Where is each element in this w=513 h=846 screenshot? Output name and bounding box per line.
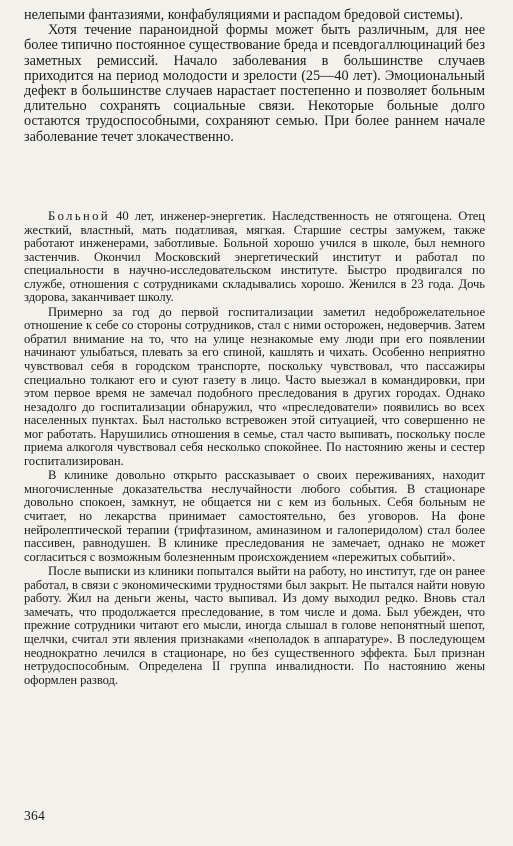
- page-number: 364: [24, 808, 46, 823]
- case-paragraph-4: После выписки из клиники попытался выйти на работу, но институт, где он ранее работал, в связи с экономическими трудностями был закрыт. Не пытался найти новую работу. Жил на деньги жены, часто выпивал. Из дому выходил редко. Вновь стал замечать, что продолжается преследование, в том числе и дома. Был убежден, что прежние сотрудники читают его мысли, иногда слышал в голове непонятный шепот, щелчки, считал эти явления признаками «неполадок в аппаратуре». В последующем неоднократно лечился в стационаре, но без существенного эффекта. Был признан нетрудоспособным. Определена II группа инвалидности. По настоянию жены оформлен развод.: [24, 564, 485, 687]
- case-description: [24, 210, 485, 687]
- paragraph-continuation: нелепыми фантазиями, конфабуляциями и распадом бредовой системы).: [24, 7, 464, 23]
- paragraph-course: Хотя течение параноидной формы может быть различным, для нее более типично постоянное существование бреда и псевдогаллюцинаций без заметных ремиссий. Начало заболевания в большинстве случаев приходится на период молодости и зрелости (25—40 лет). Эмоциональный дефект в большинстве случаев нарастает постепенно и позволяет больным длительно сохранять социальные связи. Некоторые больные долго остаются трудоспособными, сохраняют семью. При более раннем начале заболевание течет злокачественно.: [24, 22, 485, 145]
- main-text: [24, 8, 485, 145]
- case-paragraph-2: Примерно за год до первой госпитализации заметил недоброжелательное отношение к себе со стороны сотрудников, стал с ними осторожен, недоверчив. Затем обратил внимание на то, что на улице незнакомые ему люди при его появлении начинают улыбаться, плевать за его спиной, кашлять и чихать. Особенно неприятно чувствовал себя в городском транспорте, поскольку чувствовал, что пассажиры специально толкают его и суют газету в лицо. Часто выезжал в командировки, при этом первое время не замечал подобного преследования в других городах. Однако незадолго до госпитализации обнаружил, что «преследователи» появились во всех населенных пунктах. Был настолько встревожен этой ситуацией, что совершенно не мог работать. Нарушились отношения в семье, стал часто выпивать, поскольку после приема алкоголя чувствовал себя несколько спокойнее. По настоянию жены и сестер госпитализирован.: [24, 304, 485, 468]
- case-lead-word: Больной: [48, 209, 110, 223]
- case-paragraph-1: [24, 210, 485, 305]
- case-paragraph-3: В клинике довольно открыто рассказывает о своих переживаниях, находит многочисленные доказательства неслучайности любого события. В стационаре довольно спокоен, замкнут, не общается ни с кем из больных. Себя больным не считает, но лекарства принимает самостоятельно, без уговоров. На фоне нейролептической терапии (трифтазином, аминазином и галоперидолом) стал более пассивен, равнодушен. В клинике преследования не замечает, однако не может согласиться с возможным болезненным происхождением «пережитых событий».: [24, 468, 485, 564]
- case-paragraph-1-text: 40 лет, инженер-энергетик. Наследственность не отягощена. Отец жесткий, властный, мать податливая, мягкая. Старшие сестры замужем, также работают инженерами, заботливые. Больной хорошо учился в школе, был немного застенчив. Окончил Московский энергетический институт и работал по специальности в научно-исследовательском институте. Быстро продвигался по службе, отношения с сотрудниками складывались хорошо. Женился в 23 года. Дочь здорова, заканчивает школу.: [24, 209, 485, 305]
